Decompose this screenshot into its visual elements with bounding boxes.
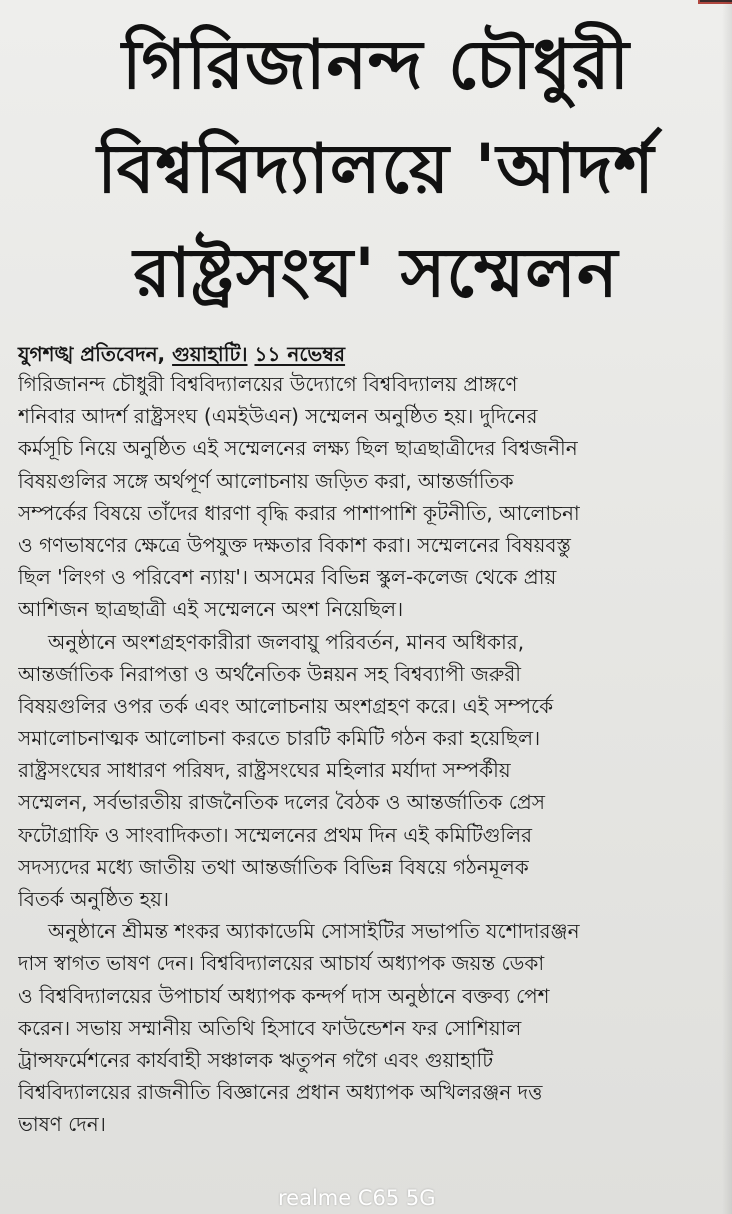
article-line: সদস্যদের মধ্যে জাতীয় তথা আন্তর্জাতিক বিভিন্ন বিষয়ে গঠনমূলক xyxy=(18,854,529,879)
byline-date: ১১ নভেম্বর xyxy=(254,342,346,366)
article-body xyxy=(18,368,718,1141)
article-line: আশিজন ছাত্রছাত্রী এই সম্মেলনে অংশ নিয়েছিল। xyxy=(18,597,404,622)
article-line: ও গণভাষণের ক্ষেত্রে উপযুক্ত দক্ষতার বিকাশ করা। সম্মেলনের বিষয়বস্তু xyxy=(18,532,571,557)
article-line: বিষয়গুলির ওপর তর্ক এবং আলোচনায় অংশগ্রহণ করে। এই সম্পর্কে xyxy=(18,693,554,718)
article-line: রাষ্ট্রসংঘের সাধারণ পরিষদ, রাষ্ট্রসংঘের মহিলার মর্যাদা সম্পর্কীয় xyxy=(18,758,511,783)
article-line: ও বিশ্ববিদ্যালয়ের উপাচার্য অধ্যাপক কন্দর্প দাস অনুষ্ঠানে বক্তব্য পেশ xyxy=(18,983,550,1008)
article-line: কর্মসূচি নিয়ে অনুষ্ঠিত এই সম্মেলনের লক্ষ্য ছিল ছাত্রছাত্রীদের বিশ্বজনীন xyxy=(18,436,578,461)
article-line: সম্মেলন, সর্বভারতীয় রাজনৈতিক দলের বৈঠক ও আন্তর্জাতিক প্রেস xyxy=(18,790,545,815)
page-edge-shadow xyxy=(722,0,732,1214)
article-line: সমালোচনাত্মক আলোচনা করতে চারটি কমিটি গঠন করা হয়েছিল। xyxy=(18,726,541,751)
article-line: করেন। সভায় সম্মানীয় অতিথি হিসাবে ফাউন্ডেশন ফর সোশিয়াল xyxy=(18,1015,522,1040)
article-line: ট্রান্সফর্মেশনের কার্যবাহী সঞ্চালক ঋতুপন গগৈ এবং গুয়াহাটি xyxy=(18,1047,494,1072)
article-line: বিশ্ববিদ্যালয়ের রাজনীতি বিজ্ঞানের প্রধান অধ্যাপক অখিলরঞ্জন দত্ত xyxy=(18,1080,543,1105)
article-line: সম্পর্কের বিষয়ে তাঁদের ধারণা বৃদ্ধি করার পাশাপাশি কূটনীতি, আলোচনা xyxy=(18,500,580,525)
article-line: বিষয়গুলির সঙ্গে অর্থপূর্ণ আলোচনায় জড়িত করা, আন্তর্জাতিক xyxy=(18,468,514,493)
article-line: ফটোগ্রাফি ও সাংবাদিকতা। সম্মেলনের প্রথম দিন এই কমিটিগুলির xyxy=(18,822,532,847)
article-line: বিতর্ক অনুষ্ঠিত হয়। xyxy=(18,887,170,911)
camera-watermark: realme C65 5G xyxy=(278,1186,436,1210)
article-line: দাস স্বাগত ভাষণ দেন। বিশ্ববিদ্যালয়ের আচার্য অধ্যাপক জয়ন্ত ডেকা xyxy=(18,951,545,976)
article-line: অনুষ্ঠানে শ্রীমন্ত শংকর অ্যাকাডেমি সোসাইটির সভাপতি যশোদারঞ্জন xyxy=(48,919,580,944)
article-line: গিরিজানন্দ চৌধুরী বিশ্ববিদ্যালয়ের উদ্যোগে বিশ্ববিদ্যালয় প্রাঙ্গণে xyxy=(18,372,518,396)
article-line: শনিবার আদর্শ রাষ্ট্রসংঘ (এমইউএন) সম্মেলন অনুষ্ঠিত হয়। দুদিনের xyxy=(18,404,538,429)
headline-line: গিরিজানন্দ চৌধুরী xyxy=(122,26,630,105)
article-line: আন্তর্জাতিক নিরাপত্তা ও অর্থনৈতিক উন্নয়ন সহ বিশ্বব্যাপী জরুরী xyxy=(18,661,521,686)
article-line: অনুষ্ঠানে অংশগ্রহণকারীরা জলবায়ু পরিবর্তন, মানব অধিকার, xyxy=(48,629,525,654)
byline xyxy=(18,340,345,368)
headline-line: রাষ্ট্রসংঘ' সম্মেলন xyxy=(133,234,619,313)
article-line: ছিল 'লিংগ ও পরিবেশ ন্যায়'। অসমের বিভিন্ন স্কুল-কলেজ থেকে প্রায় xyxy=(18,565,557,590)
byline-source: যুগশঙ্খ প্রতিবেদন, xyxy=(18,342,166,366)
byline-place: গুয়াহাটি। xyxy=(172,342,248,366)
headline-line: বিশ্ববিদ্যালয়ে 'আদর্শ xyxy=(97,130,655,209)
article-line: ভাষণ দেন। xyxy=(18,1112,106,1137)
headline xyxy=(56,14,696,326)
